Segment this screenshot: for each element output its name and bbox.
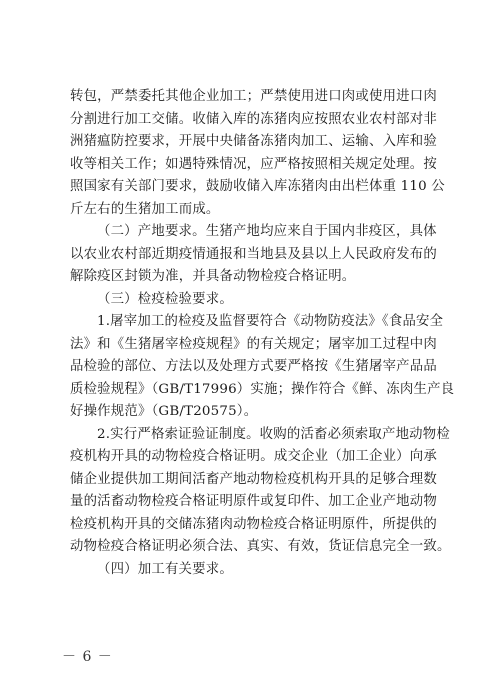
body-line: 洲猪瘟防控要求，开展中央储备冻猪肉加工、运输、入库和验 bbox=[70, 134, 437, 149]
body-line: 解除疫区封锁为准，并具备动物检疫合格证明。 bbox=[70, 269, 356, 284]
page-number: － 6 － bbox=[62, 649, 113, 665]
body-line: 动物检疫合格证明必须合法、真实、有效，货证信息完全一致。 bbox=[70, 539, 451, 554]
body-line: 质检验规程》（GB/T17996）实施；操作符合《鲜、冻肉生产良 bbox=[70, 381, 455, 397]
body-line: 检疫机构开具的交储冻猪肉动物检疫合格证明原件，所提供的 bbox=[70, 516, 437, 532]
body-line: 法》和《生猪屠宰检疫规程》的有关规定；屠宰加工过程中肉 bbox=[70, 336, 437, 352]
body-line: 疫机构开具的动物检疫合格证明。成交企业（加工企业）向承 bbox=[70, 449, 437, 464]
body-line: 以农业农村部近期疫情通报和当地县及县以上人民政府发布的 bbox=[70, 246, 437, 262]
body-line: 储企业提供加工期间活畜产地动物检疫机构开具的足够合理数 bbox=[70, 471, 437, 487]
list-item-line: 2.实行严格索证验证制度。收购的活畜必须索取产地动物检 bbox=[97, 426, 450, 442]
section-heading: （三）检疫检验要求。 bbox=[97, 291, 233, 307]
section-heading: （四）加工有关要求。 bbox=[97, 561, 233, 577]
document-body bbox=[70, 86, 455, 581]
body-line: 照国家有关部门要求，鼓励收储入库冻猪肉由出栏体重 110 公 bbox=[70, 179, 445, 194]
body-line: 转包，严禁委托其他企业加工；严禁使用进口肉或使用进口肉 bbox=[70, 89, 437, 104]
section-heading-line: （二）产地要求。生猪产地均应来自于国内非疫区，具体 bbox=[97, 224, 437, 239]
body-line: 收等相关工作；如遇特殊情况，应严格按照相关规定处理。按 bbox=[70, 156, 437, 172]
body-line: 好操作规范》（GB/T20575）。 bbox=[70, 404, 258, 419]
body-line: 分割进行加工交储。收储入库的冻猪肉应按照农业农村部对非 bbox=[70, 111, 437, 127]
list-item-line: 1.屠宰加工的检疫及监督要符合《动物防疫法》《食品安全 bbox=[97, 314, 444, 329]
body-line: 斤左右的生猪加工而成。 bbox=[70, 201, 220, 217]
body-line: 品检验的部位、方法以及处理方式要严格按《生猪屠宰产品品 bbox=[70, 359, 437, 374]
body-line: 量的活畜动物检疫合格证明原件或复印件、加工企业产地动物 bbox=[70, 494, 437, 509]
